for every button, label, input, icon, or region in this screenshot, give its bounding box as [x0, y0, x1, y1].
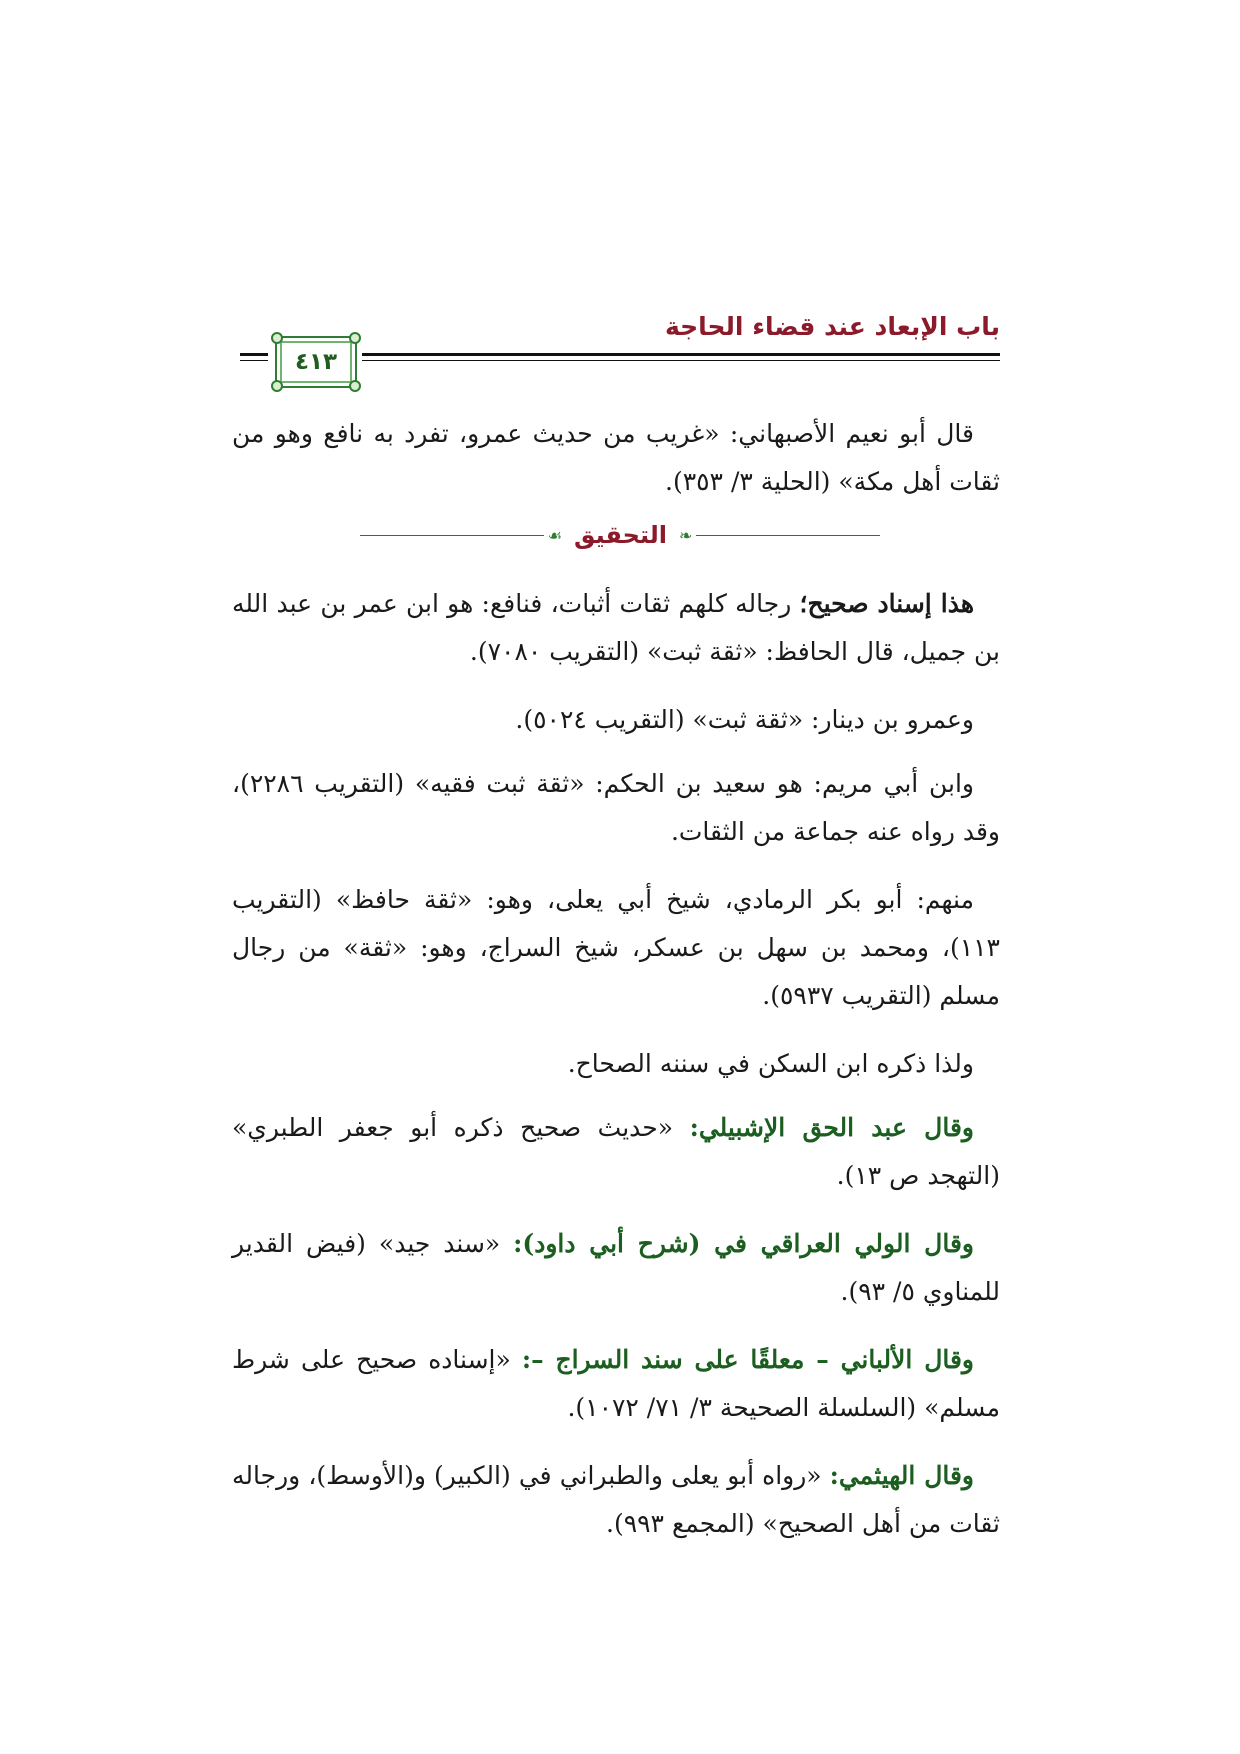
paragraph-text: وعمرو بن دينار: «ثقة ثبت» (التقريب ٥٠٢٤). [515, 705, 974, 734]
paragraph-2 [232, 696, 1000, 744]
intro-text: قال أبو نعيم الأصبهاني: «غريب من حديث عمرو، تفرد به نافع وهو من ثقات أهل مكة» (الحلية ٣/ ٣٥٣). [232, 419, 1000, 496]
paragraph-8 [232, 1336, 1000, 1432]
header-rule-left-top [240, 353, 268, 356]
badge-ornament-icon [271, 380, 283, 392]
paragraph-text: «رواه أبو يعلى والطبراني في (الكبير) و(الأوسط)، ورجاله ثقات من أهل الصحيح» (المجمع ٩٩٣). [232, 1461, 1000, 1538]
paragraph-text: رجاله كلهم ثقات أثبات، فنافع: هو ابن عمر بن عبد الله بن جميل، قال الحافظ: «ثقة ثبت» (التقريب ٧٠٨٠). [232, 589, 1000, 666]
paragraph-lead: هذا إسناد صحيح؛ [799, 589, 975, 618]
badge-ornament-icon [349, 380, 361, 392]
paragraph-4 [232, 876, 1000, 1020]
paragraph-3 [232, 760, 1000, 856]
ornament-icon: ☙ [547, 525, 562, 545]
paragraph-lead: وقال الهيثمي: [829, 1461, 975, 1490]
header-rule-right-bottom [362, 360, 1000, 361]
section-title: التحقيق [573, 521, 667, 549]
paragraph-6 [232, 1104, 1000, 1200]
paragraph-text: وابن أبي مريم: هو سعيد بن الحكم: «ثقة ثبت فقيه» (التقريب ٢٢٨٦)، وقد رواه عنه جماعة من الثقات. [232, 769, 1000, 846]
chapter-title: باب الإبعاد عند قضاء الحاجة [664, 312, 1000, 341]
divider-line [360, 535, 544, 536]
header-rule-left-bottom [240, 360, 268, 361]
paragraph-7 [232, 1220, 1000, 1316]
intro-paragraph [232, 410, 1000, 506]
paragraph-5 [232, 1040, 1000, 1088]
header-rule-right-top [362, 353, 1000, 356]
paragraph-text: «سند جيد» (فيض القدير للمناوي ٥/ ٩٣). [232, 1229, 1000, 1306]
paragraph-9 [232, 1452, 1000, 1548]
badge-ornament-icon [349, 332, 361, 344]
paragraph-text: «إسناده صحيح على شرط مسلم» (السلسلة الصحيحة ٣/ ٧١/ ١٠٧٢). [232, 1345, 1000, 1422]
paragraph-text: «حديث صحيح ذكره أبو جعفر الطبري» (التهجد ص ١٣). [232, 1113, 1000, 1190]
paragraph-lead: وقال الولي العراقي في (شرح أبي داود): [513, 1229, 974, 1258]
page-number-badge [275, 336, 357, 388]
page-number: ٤١٣ [294, 349, 338, 375]
ornament-icon: ❧ [678, 525, 693, 545]
paragraph-1 [232, 580, 1000, 676]
badge-ornament-icon [271, 332, 283, 344]
paragraph-text: منهم: أبو بكر الرمادي، شيخ أبي يعلى، وهو: «ثقة حافظ» (التقريب ١١٣)، ومحمد بن سهل بن عسكر، شيخ السراج، وهو: «ثقة» من رجال مسلم (التقريب ٥٩٣٧). [232, 885, 1000, 1010]
divider-line [696, 535, 880, 536]
paragraph-lead: وقال عبد الحق الإشبيلي: [689, 1113, 974, 1142]
paragraph-text: ولذا ذكره ابن السكن في سننه الصحاح. [567, 1049, 974, 1078]
paragraph-lead: وقال الألباني – معلقًا على سند السراج –: [521, 1345, 974, 1374]
section-divider [360, 520, 880, 550]
